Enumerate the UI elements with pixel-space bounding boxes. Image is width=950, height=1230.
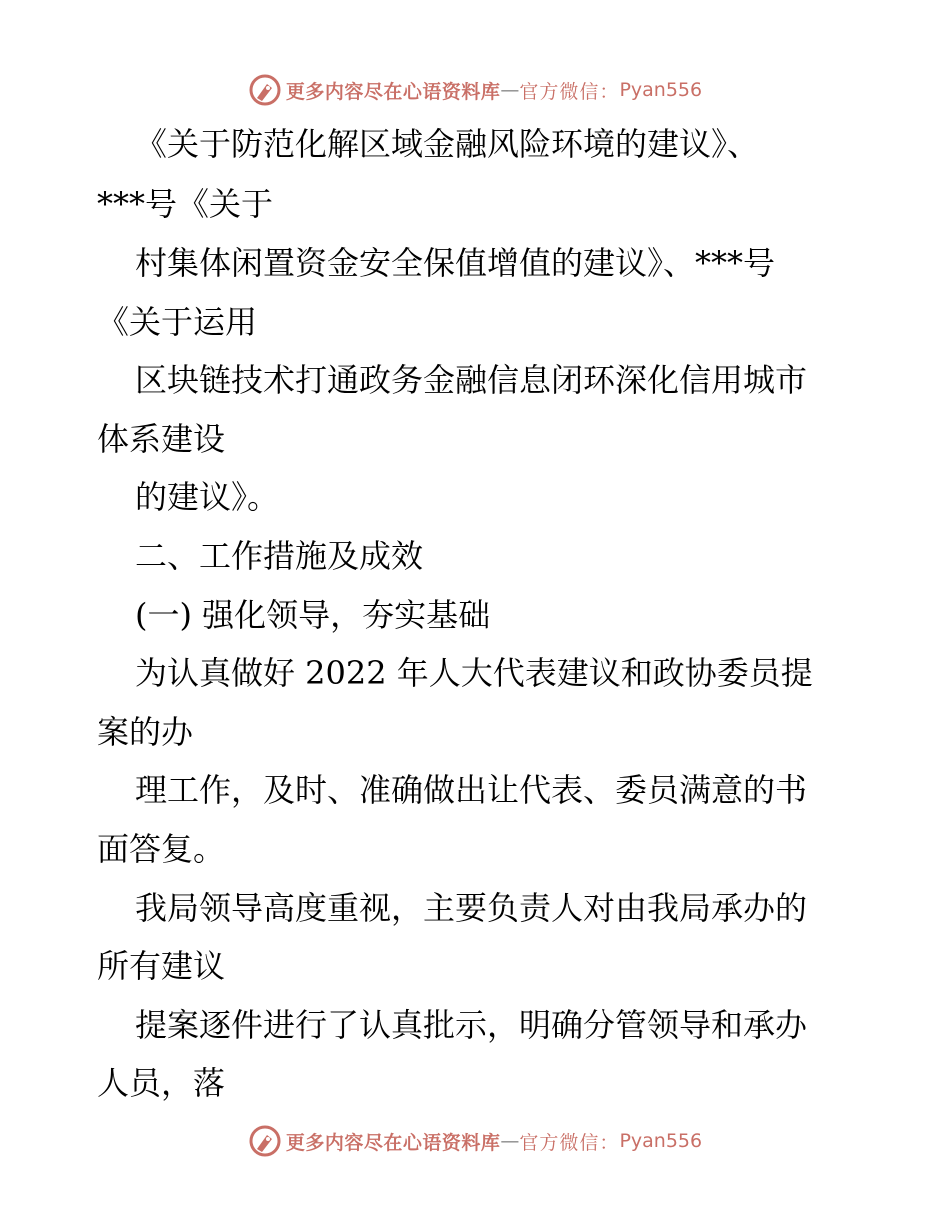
text-line: 所有建议	[97, 947, 226, 985]
pen-nib-logo-icon	[248, 73, 282, 107]
watermark-brand: 更多内容尽在心语资料库	[285, 1131, 501, 1154]
pen-nib-logo-icon	[248, 1124, 282, 1158]
text-line: 村集体闲置资金安全保值增值的建议》、***号	[135, 244, 776, 282]
watermark-wechat-label: 官方微信：	[519, 1131, 620, 1154]
text-line: 我局领导高度重视，主要负责人对由我局承办的	[135, 889, 808, 927]
text-line: 体系建设	[97, 420, 226, 458]
text-line: 提案逐件进行了认真批示，明确分管领导和承办	[135, 1006, 808, 1044]
watermark-banner-bottom	[0, 1121, 950, 1161]
section-heading: 二、工作措施及成效	[135, 537, 424, 575]
text-line: 《关于防范化解区域金融风险环境的建议》、	[135, 125, 760, 163]
watermark-brand: 更多内容尽在心语资料库	[285, 80, 501, 103]
text-line: 《关于运用	[97, 303, 258, 341]
text-line: 面答复。	[97, 830, 226, 868]
text-line: 的建议》。	[135, 478, 280, 516]
watermark-wechat-id: Pyan556	[619, 1130, 703, 1152]
watermark-separator: —	[500, 1130, 520, 1152]
text-line: 区块链技术打通政务金融信息闭环深化信用城市	[135, 361, 808, 399]
text-line: 为认真做好 2022 年人大代表建议和政协委员提	[135, 654, 813, 692]
text-line: ***号《关于	[97, 185, 274, 223]
subsection-heading: (一) 强化领导，夯实基础	[135, 596, 491, 634]
text-line: 理工作，及时、准确做出让代表、委员满意的书	[135, 771, 808, 809]
watermark-separator: —	[500, 79, 520, 101]
watermark-wechat-id: Pyan556	[619, 79, 703, 101]
text-line: 人员，落	[97, 1064, 226, 1102]
watermark-banner-top	[0, 70, 950, 110]
text-line: 案的办	[97, 713, 194, 751]
watermark-wechat-label: 官方微信：	[519, 80, 620, 103]
